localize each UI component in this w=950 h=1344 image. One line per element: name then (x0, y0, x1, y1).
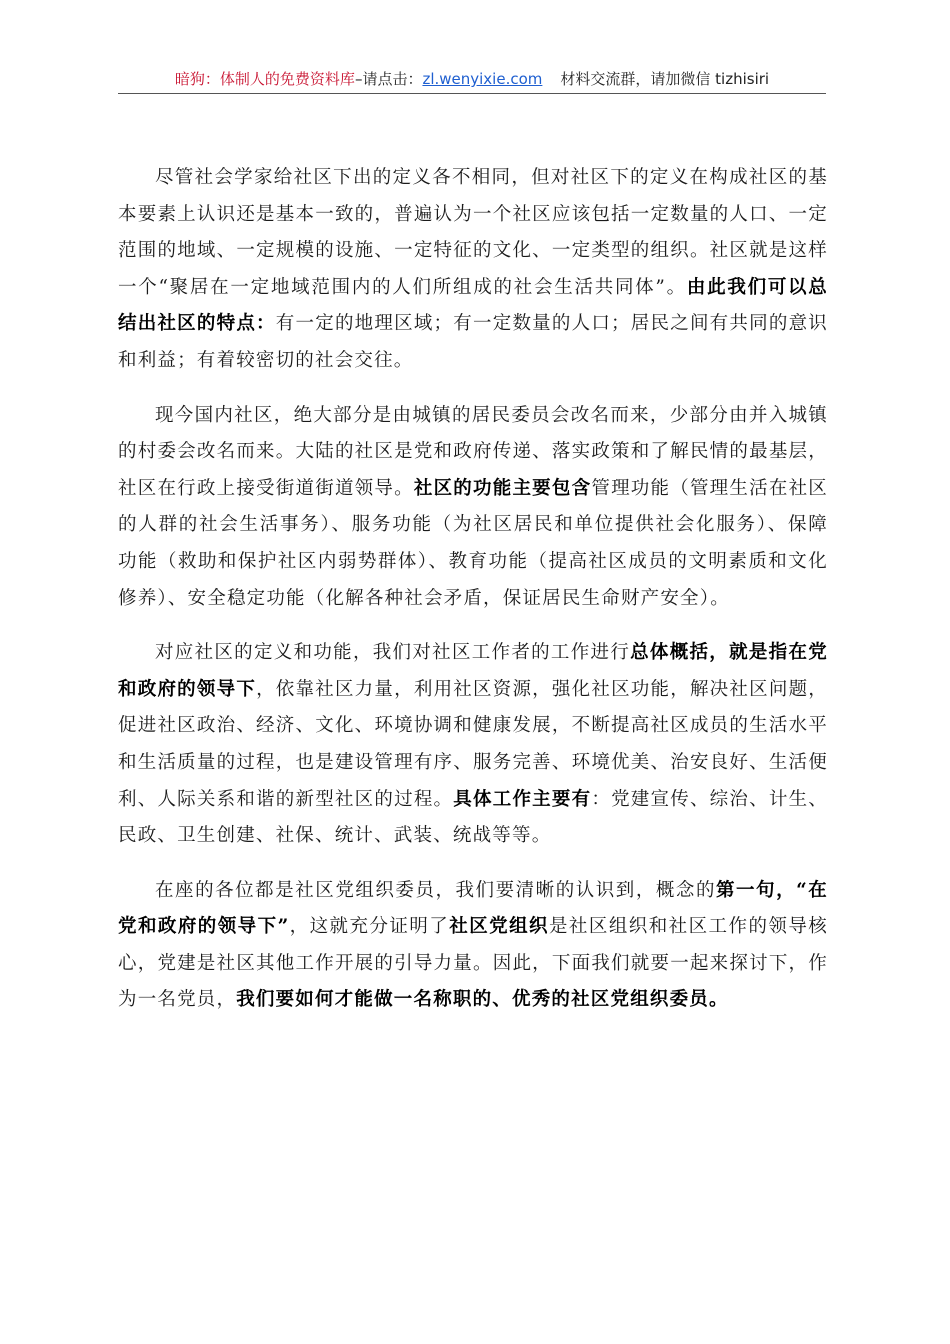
text-run: 在座的各位都是社区党组织委员，我们要清晰的认识到，概念的 (155, 879, 716, 901)
text-run: 是社区组织和社区工作的领导核心，党建是社区其他工作开展的引导力量。因此，下面我们就要一起来探讨下，作为一名党员， (118, 916, 828, 1011)
bold-run: 由此我们可以总结出社区的特点： (118, 276, 828, 335)
bold-run: 我们要如何才能做一名称职的、优秀的社区党组织委员。 (236, 989, 729, 1011)
header-group-note: 材料交流群，请加微信 tizhisiri (560, 70, 770, 88)
bold-run: 社区党组织 (449, 916, 549, 938)
text-run: 现今国内社区，绝大部分是由城镇的居民委员会改名而来，少部分由并入城镇的村委会改名而来。大陆的社区是党和政府传递、落实政策和了解民情的最基层，社区在行政上接受街道街道领导。 (118, 404, 828, 499)
header-link[interactable]: zl.wenyixie.com (422, 70, 543, 88)
bold-run: 社区的功能主要包含 (413, 477, 592, 499)
paragraph-work-summary (118, 635, 828, 855)
page-header (118, 66, 826, 92)
text-run: ，这就充分证明了 (289, 916, 450, 938)
document-body (118, 160, 828, 1037)
bold-run: 第一句，“在党和政府的领导下” (118, 879, 828, 938)
header-divider (118, 93, 826, 94)
header-click-prompt: –请点击： (354, 70, 423, 88)
bold-run: 总体概括，就是指在党和政府的领导下 (118, 642, 828, 700)
text-run: 有一定的地理区域；有一定数量的人口；居民之间有共同的意识和利益；有着较密切的社会交往。 (118, 313, 828, 371)
paragraph-community-functions (118, 398, 828, 618)
text-run: 管理功能（管理生活在社区的人群的社会生活事务）、服务功能（为社区居民和单位提供社会化服务）、保障功能（救助和保护社区内弱势群体）、教育功能（提高社区成员的文明素质和文化修养）、安全稳定功能（化解各种社会矛盾，保证居民生命财产安全）。 (118, 477, 828, 609)
text-run: 尽管社会学家给社区下出的定义各不相同，但对社区下的定义在构成社区的基本要素上认识还是基本一致的，普遍认为一个社区应该包括一定数量的人口、一定范围的地域、一定规模的设施、一定特征的文化、一定类型的组织。社区就是这样一个“聚居在一定地域范围内的人们所组成的社会生活共同体”。 (118, 167, 828, 298)
text-run: ：党建宣传、综治、计生、民政、卫生创建、社保、统计、武装、统战等等。 (118, 788, 828, 847)
header-brand: 暗狗：体制人的免费资料库 (174, 70, 355, 88)
bold-run: 具体工作主要有 (453, 788, 592, 810)
paragraph-party-committee (118, 873, 828, 1019)
text-run: ，依靠社区力量，利用社区资源，强化社区功能，解决社区问题，促进社区政治、经济、文化、环境协调和健康发展，不断提高社区成员的生活水平和生活质量的过程，也是建设管理有序、服务完善、环境优美、治安良好、生活便利、人际关系和谐的新型社区的过程。 (118, 678, 828, 810)
paragraph-community-definition (118, 160, 828, 380)
text-run: 对应社区的定义和功能，我们对社区工作者的工作进行 (155, 642, 631, 664)
